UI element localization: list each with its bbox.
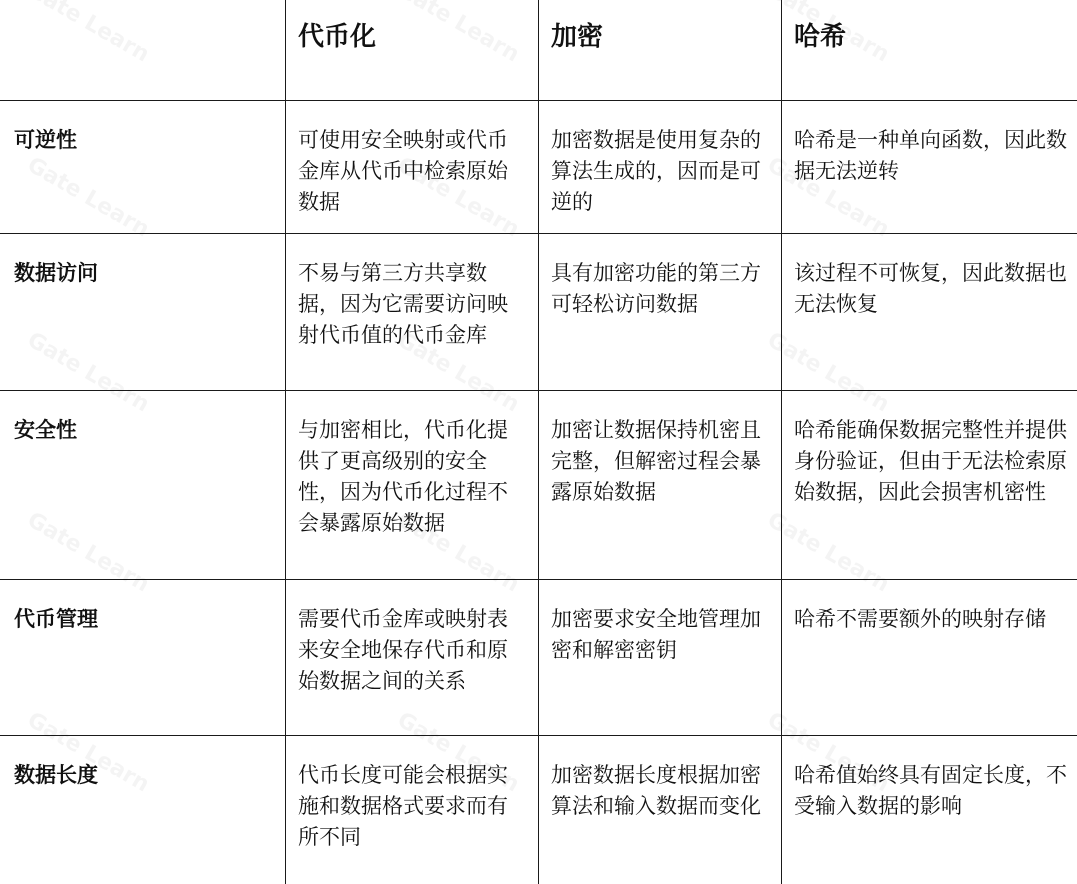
table-cell: 可使用安全映射或代币金库从代币中检索原始数据: [286, 101, 539, 234]
header-cell-tokenization: 代币化: [286, 0, 539, 101]
table-cell: 与加密相比，代币化提供了更高级别的安全性，因为代币化过程不会暴露原始数据: [286, 391, 539, 580]
header-cell-hashing: 哈希: [782, 0, 1077, 101]
table-cell: 该过程不可恢复，因此数据也无法恢复: [782, 234, 1077, 391]
row-label-reversibility: 可逆性: [0, 101, 286, 234]
table-cell: 加密让数据保持机密且完整，但解密过程会暴露原始数据: [539, 391, 782, 580]
table-cell: 哈希值始终具有固定长度，不受输入数据的影响: [794, 763, 1067, 818]
table-cell: 加密数据是使用复杂的算法生成的，因而是可逆的: [539, 101, 782, 234]
row-label-data-length: 数据长度: [0, 736, 286, 884]
table-cell: 加密要求安全地管理加密和解密密钥: [539, 580, 782, 736]
table-cell: 加密数据长度根据加密算法和输入数据而变化: [539, 736, 782, 884]
header-cell-empty: [0, 0, 286, 101]
table-cell: 需要代币金库或映射表来安全地保存代币和原始数据之间的关系: [286, 580, 539, 736]
row-label-token-management: 代币管理: [0, 580, 286, 736]
table-cell: 哈希能确保数据完整性并提供身份验证，但由于无法检索原始数据，因此会损害机密性: [782, 391, 1077, 580]
table-cell: 哈希是一种单向函数，因此数据无法逆转: [782, 101, 1077, 234]
row-label-data-access: 数据访问: [0, 234, 286, 391]
header-cell-encryption: 加密: [539, 0, 782, 101]
table-cell: 具有加密功能的第三方可轻松访问数据: [539, 234, 782, 391]
row-label-security: 安全性: [0, 391, 286, 580]
table-cell: 哈希不需要额外的映射存储: [782, 580, 1077, 736]
table-cell: 不易与第三方共享数据，因为它需要访问映射代币值的代币金库: [286, 234, 539, 391]
table-cell: 代币长度可能会根据实施和数据格式要求而有所不同: [286, 736, 539, 884]
